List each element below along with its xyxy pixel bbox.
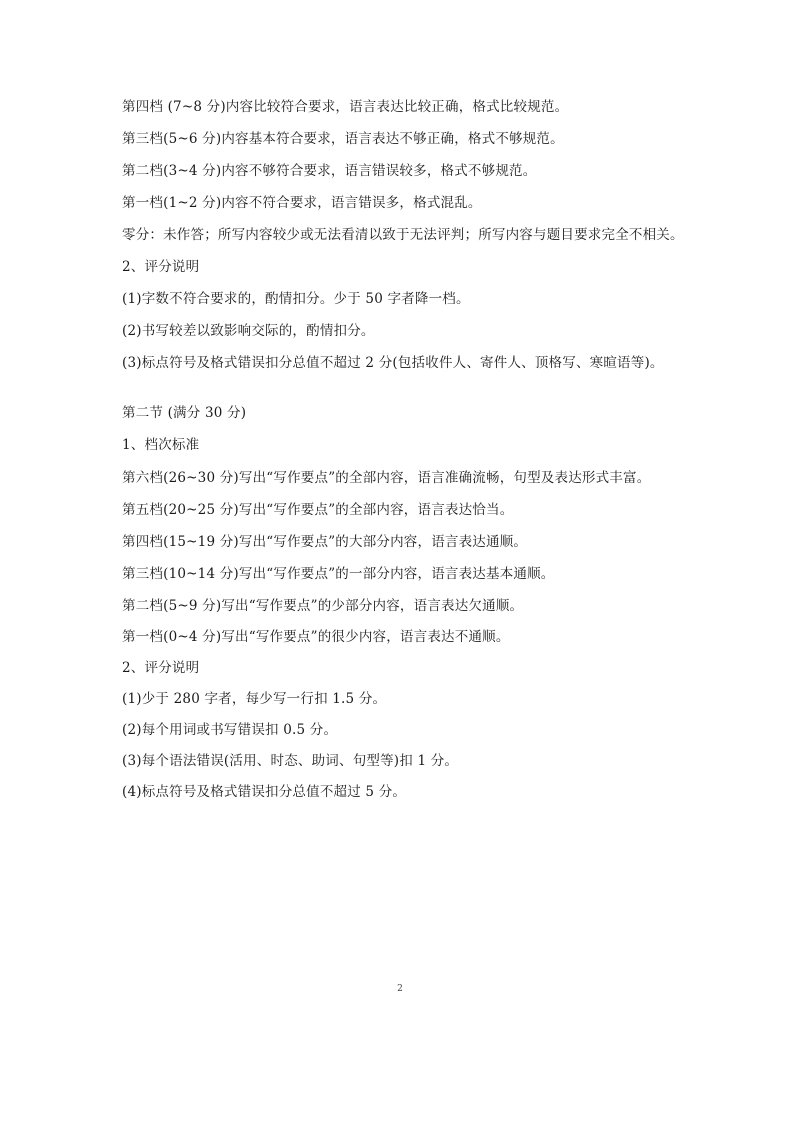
section1-level-3: 第三档(5~6 分)内容基本符合要求，语言表达不够正确，格式不够规范。 <box>122 131 564 147</box>
section2-notes-heading: 2、评分说明 <box>122 660 200 676</box>
section2-title: 第二节 (满分 30 分) <box>122 405 247 421</box>
section1-notes-heading: 2、评分说明 <box>122 259 200 275</box>
section1-level-1: 第一档(1~2 分)内容不符合要求，语言错误多，格式混乱。 <box>122 195 482 211</box>
section2-note-2: (2)每个用词或书写错误扣 0.5 分。 <box>122 722 338 738</box>
section1-level-4: 第四档 (7~8 分)内容比较符合要求，语言表达比较正确，格式比较规范。 <box>122 99 569 115</box>
section2-note-4: (4)标点符号及格式错误扣分总值不超过 5 分。 <box>122 784 407 800</box>
section1-note-1: (1)字数不符合要求的，酌情扣分。少于 50 字者降一档。 <box>122 291 470 307</box>
section2-level-2: 第二档(5~9 分)写出“写作要点”的少部分内容，语言表达欠通顺。 <box>122 598 524 614</box>
section1-note-2: (2)书写较差以致影响交际的，酌情扣分。 <box>122 323 375 339</box>
section2-level-5: 第五档(20~25 分)写出“写作要点”的全部内容，语言表达恰当。 <box>122 502 514 518</box>
section1-level-zero: 零分：未作答；所写内容较少或无法看清以致于无法评判；所写内容与题目要求完全不相关。 <box>122 227 684 243</box>
section1-note-3: (3)标点符号及格式错误扣分总值不超过 2 分(包括收件人、寄件人、顶格写、寒暄语等)。 <box>122 355 664 371</box>
section2-note-3: (3)每个语法错误(活用、时态、助词、句型等)扣 1 分。 <box>122 753 459 769</box>
section2-level-1: 第一档(0~4 分)写出“写作要点”的很少内容，语言表达不通顺。 <box>122 629 510 645</box>
section1-level-2: 第二档(3~4 分)内容不够符合要求，语言错误较多，格式不够规范。 <box>122 163 537 179</box>
section2-standards-heading: 1、档次标准 <box>122 437 200 453</box>
section2-level-3: 第三档(10~14 分)写出“写作要点”的一部分内容，语言表达基本通顺。 <box>122 566 555 582</box>
section2-level-6: 第六档(26~30 分)写出“写作要点”的全部内容，语言准确流畅，句型及表达形式丰富。 <box>122 470 651 486</box>
section2-note-1: (1)少于 280 字者，每少写一行扣 1.5 分。 <box>122 691 387 707</box>
page-number: 2 <box>397 984 403 994</box>
section2-level-4: 第四档(15~19 分)写出“写作要点”的大部分内容，语言表达通顺。 <box>122 534 528 550</box>
